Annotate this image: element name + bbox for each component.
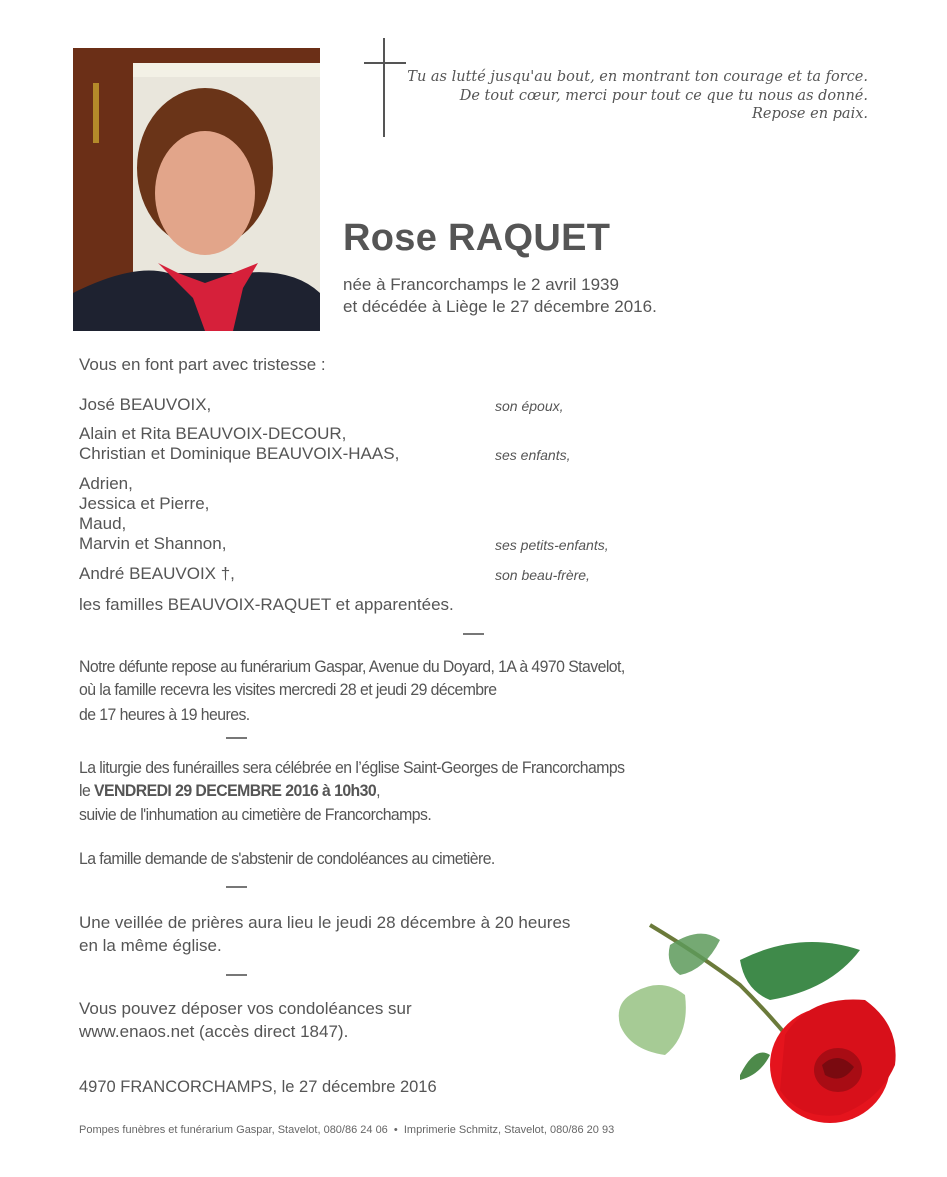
separator bbox=[226, 974, 247, 976]
family-relation: son époux, bbox=[495, 398, 564, 414]
family-name: André BEAUVOIX †, bbox=[79, 564, 235, 583]
family-name: José BEAUVOIX, bbox=[79, 395, 212, 414]
portrait-illustration bbox=[73, 48, 320, 331]
deceased-dates bbox=[343, 274, 657, 318]
rose-image bbox=[610, 915, 910, 1135]
family-relation: ses enfants, bbox=[495, 447, 571, 463]
memorial-quote bbox=[407, 68, 868, 124]
portrait-photo bbox=[73, 48, 320, 331]
funeral-line: La liturgie des funérailles sera célébrée en l’église Saint-Georges de Francorchamps bbox=[79, 758, 625, 777]
vigil-line: Une veillée de prières aura lieu le jeudi 28 décembre à 20 heures bbox=[79, 913, 571, 932]
family-relation: son beau-frère, bbox=[495, 567, 590, 583]
visitation-line: de 17 heures à 19 heures. bbox=[79, 705, 250, 724]
footer-credits: Pompes funèbres et funérarium Gaspar, Stavelot, 080/86 24 06 • Imprimerie Schmitz, Stavelot, 080/86 20 93 bbox=[79, 1124, 615, 1136]
family-relation: ses petits-enfants, bbox=[495, 537, 609, 553]
condolences-link[interactable]: www.enaos.net (accès direct 1847). bbox=[79, 1022, 349, 1041]
funeral-date: VENDREDI 29 DECEMBRE 2016 à 10h30 bbox=[94, 781, 377, 800]
place-date: 4970 FRANCORCHAMPS, le 27 décembre 2016 bbox=[79, 1078, 437, 1096]
quote-line: Tu as lutté jusqu'au bout, en montrant ton courage et ta force. bbox=[407, 69, 868, 85]
family-name: Adrien, bbox=[79, 474, 133, 493]
cross-icon-vertical bbox=[383, 38, 385, 137]
families-line: les familles BEAUVOIX-RAQUET et apparentées. bbox=[79, 595, 454, 614]
family-name: Maud, bbox=[79, 514, 127, 533]
quote-line: Repose en paix. bbox=[751, 106, 868, 122]
quote-line: De tout cœur, merci pour tout ce que tu nous as donné. bbox=[459, 87, 868, 104]
visitation-line: Notre défunte repose au funérarium Gaspar, Avenue du Doyard, 1A à 4970 Stavelot, bbox=[79, 657, 625, 676]
condolence-request: La famille demande de s'abstenir de condoléances au cimetière. bbox=[79, 849, 495, 868]
cross-icon-horizontal bbox=[364, 62, 406, 64]
deceased-name: Rose RAQUET bbox=[343, 217, 611, 259]
funeral-date-line bbox=[79, 781, 380, 801]
condolences-line: Vous pouvez déposer vos condoléances sur bbox=[79, 999, 412, 1018]
vigil-line: en la même église. bbox=[79, 936, 222, 955]
funeral-line: suivie de l'inhumation au cimetière de Francorchamps. bbox=[79, 805, 432, 824]
funeral-prefix: le bbox=[79, 781, 95, 800]
funeral-suffix: , bbox=[376, 781, 380, 800]
announcement-intro: Vous en font part avec tristesse : bbox=[79, 355, 326, 374]
family-name: Christian et Dominique BEAUVOIX-HAAS, bbox=[79, 444, 400, 463]
birth-line: née à Francorchamps le 2 avril 1939 bbox=[343, 275, 619, 294]
separator bbox=[226, 886, 247, 888]
death-line: et décédée à Liège le 27 décembre 2016. bbox=[343, 297, 657, 316]
family-name: Jessica et Pierre, bbox=[79, 494, 210, 513]
separator bbox=[226, 737, 247, 739]
visitation-line: où la famille recevra les visites mercredi 28 et jeudi 29 décembre bbox=[79, 680, 497, 699]
separator bbox=[463, 633, 484, 635]
family-name: Marvin et Shannon, bbox=[79, 534, 227, 553]
rose-icon bbox=[610, 915, 910, 1135]
family-name: Alain et Rita BEAUVOIX-DECOUR, bbox=[79, 424, 347, 443]
